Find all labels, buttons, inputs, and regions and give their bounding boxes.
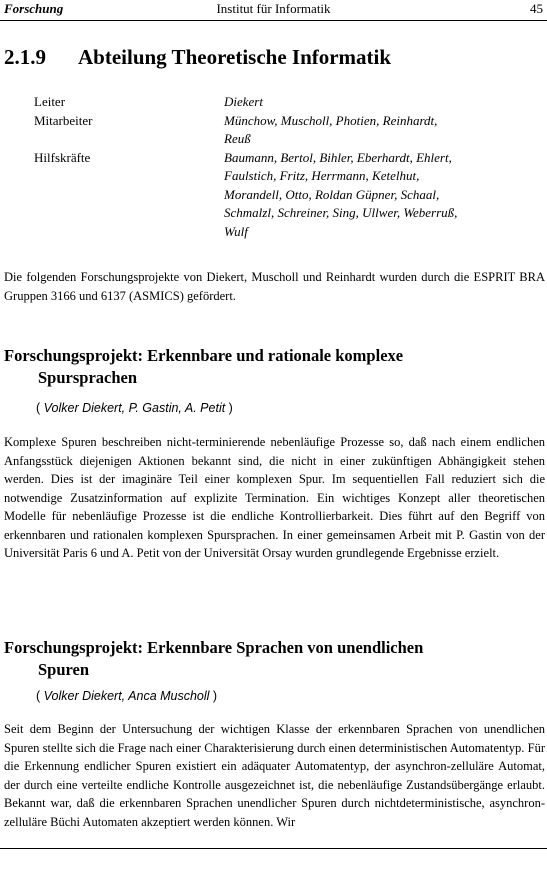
project-description: Seit dem Beginn der Untersuchung der wichtigen Klasse der erkennbaren Sprachen von unendlichen Spuren stellte sich die Frage nach einer Charakterisierung durch einen deterministischen Automatentyp. Für die Erkennung endlicher Spuren existiert ein adäquater Automatentyp, der asynchron-zelluläre Automat, der durch eine verteilte endliche Kontrolle ausgezeichnet ist, die nebenläufige Zustandsübergänge erlaubt. Bekannt war, daß die erkennbaren Sprachen unendlicher Spuren durch nichtdeterministische, asynchron-zelluläre Büchi Automaten akzeptiert werden können. Wir [4,722,545,829]
page-number: 45 [530,1,543,16]
project-description: Komplexe Spuren beschreiben nicht-terminierende nebenläufige Prozesse so, daß nach einem endlichen Anfangsstück diejenigen Aktionen bekannt sind, die nicht in einer zukünftigen Abhängigkeit stehen werden. Dies ist der imaginäre Teil einer komplexen Spur. Im sequentiellen Fall reduziert sich die notwendige Zusatzinformation auf explizite Termination. Ein wichtiges Konzept aller theoretischen Modelle für nebenläufige Prozesse ist die endliche Kontrollierbarkeit. Dies führt auf den Begriff von erkennbaren und rationalen komplexen Spursprachen. In einer gemeinsamen Arbeit mit P. Gastin von der Universität Paris 6 und A. Petit von der Universität Orsay wurden grundlegende Ergebnisse erzielt. [4,435,545,560]
section-title: Abteilung Theoretische Informatik [78,45,392,69]
intro-paragraph: Die folgenden Forschungsprojekte von Diekert, Muscholl und Reinhardt wurden durch die ESPRIT BRA Gruppen 3166 und 6137 (ASMICS) gefördert. [4,270,545,303]
staff-names [224,93,524,112]
staff-row-hilfskraefte [34,149,524,242]
project-heading-line: Spursprachen [38,368,138,387]
staff-names [224,112,524,149]
project-heading-line: Forschungsprojekt: Erkennbare Sprachen von unendlichen [4,638,424,657]
project-heading-line: Spuren [38,660,90,679]
staff-name-line: Morandell, Otto, Roldan Güpner, Schaal, [224,186,440,202]
header-section-name: Forschung [4,1,64,16]
project-author-names: Volker Diekert, Anca Muscholl [43,689,210,703]
staff-name-line: Wulf [224,223,248,239]
staff-name-line: Münchow, Muscholl, Photien, Reinhardt, [224,112,438,128]
staff-name-line: Diekert [224,94,263,109]
staff-row-leiter [34,93,524,112]
project-heading [4,345,534,389]
staff-name-line: Baumann, Bertol, Bihler, Eberhardt, Ehlert, [224,149,452,165]
staff-name-line: Schmalzl, Schreiner, Sing, Ullwer, Weberruß, [224,205,458,220]
project-heading [4,637,534,681]
header-institute: Institut für Informatik [216,1,331,16]
project-authors: ( Volker Diekert, P. Gastin, A. Petit ) [36,401,233,415]
staff-label: Mitarbeiter [34,112,93,128]
staff-name-line: Faulstich, Fritz, Herrmann, Ketelhut, [224,168,420,183]
bottom-divider [0,848,547,849]
section-heading [4,44,391,70]
staff-table [34,93,524,241]
running-header [0,0,547,21]
section-number: 2.1.9 [4,45,46,69]
staff-label: Leiter [34,94,66,109]
project-author-names: Volker Diekert, P. Gastin, A. Petit [43,401,226,415]
project-heading-line: Forschungsprojekt: Erkennbare und rationale komplexe [4,346,404,365]
staff-row-mitarbeiter [34,112,524,149]
staff-label: Hilfskräfte [34,149,91,165]
project-authors: ( Volker Diekert, Anca Muscholl ) [36,689,218,703]
staff-name-line: Reuß [224,131,251,146]
staff-names [224,149,524,242]
